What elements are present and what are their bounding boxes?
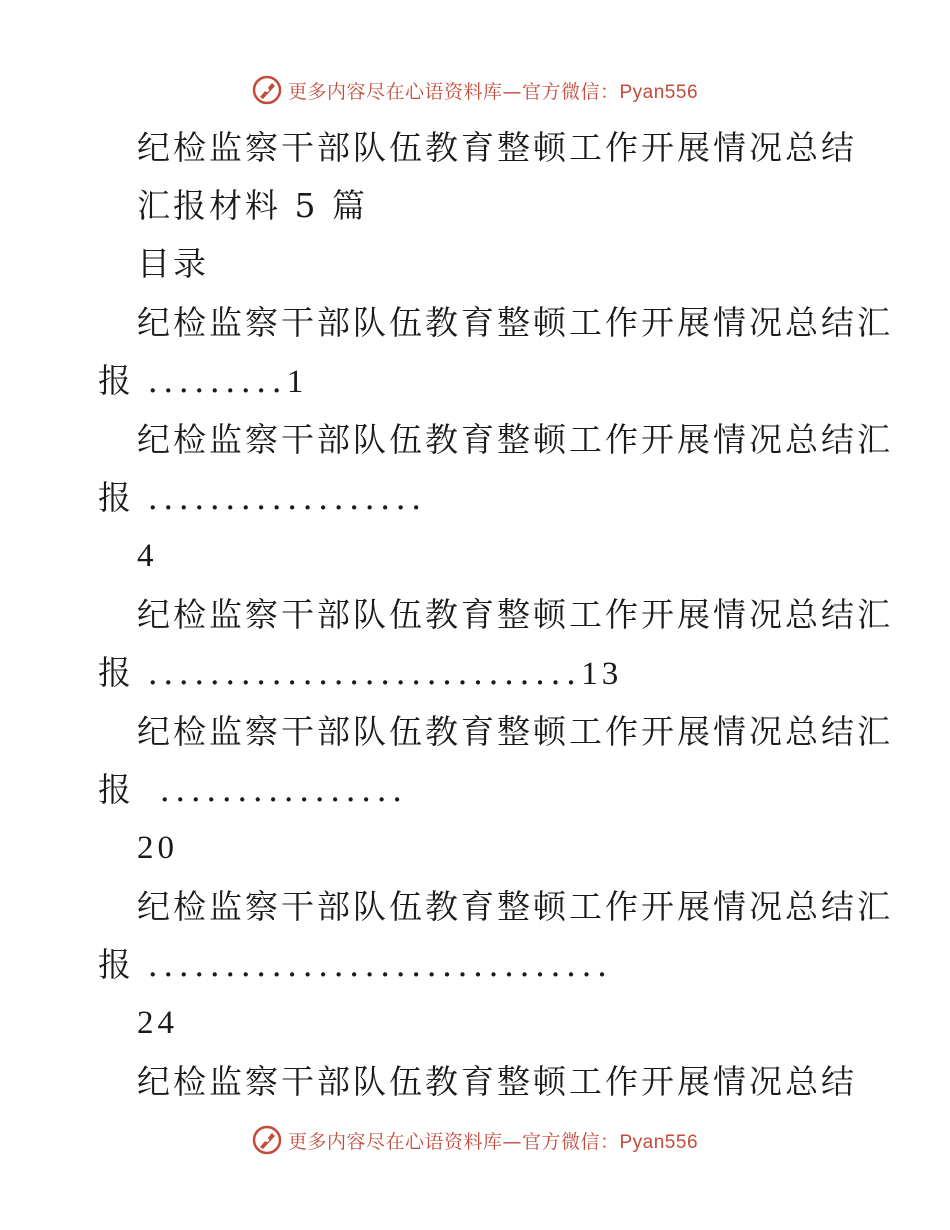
toc-entry-4-leader: ................ xyxy=(159,770,408,809)
toc-entry-5-title-cont: 报 xyxy=(98,945,134,984)
toc-entry-3-cont xyxy=(98,653,622,694)
toc-entry-5-leader: .............................. xyxy=(147,945,613,984)
toc-entry-4-title: 纪检监察干部队伍教育整顿工作开展情况总结汇 xyxy=(137,712,893,751)
toc-entry-5-title: 纪检监察干部队伍教育整顿工作开展情况总结汇 xyxy=(137,887,893,926)
toc-entry-3-leader: ............................ xyxy=(147,653,582,692)
doc-title-line-1: 纪检监察干部队伍教育整顿工作开展情况总结 xyxy=(137,128,857,167)
toc-entry-1-title-cont: 报 xyxy=(98,361,134,400)
doc-title-line-2: 汇报材料 5 篇 xyxy=(137,186,368,225)
toc-entry-2-leader: .................. xyxy=(147,478,427,517)
toc-entry-2-title-cont: 报 xyxy=(98,478,134,517)
toc-entry-3-page: 13 xyxy=(581,656,623,692)
watermark-wechat-id: Pyan556 xyxy=(619,81,699,103)
toc-entry-4-title-cont: 报 xyxy=(98,770,134,809)
toc-entry-5-page: 24 xyxy=(137,1005,178,1041)
body-text-line: 纪检监察干部队伍教育整顿工作开展情况总结 xyxy=(137,1062,857,1101)
watermark-banner-bottom xyxy=(0,1120,950,1160)
toc-entry-2-title: 纪检监察干部队伍教育整顿工作开展情况总结汇 xyxy=(137,420,893,459)
toc-entry-1-title: 纪检监察干部队伍教育整顿工作开展情况总结汇 xyxy=(137,303,893,342)
watermark-label: 更多内容尽在心语资料库—官方微信： xyxy=(287,80,620,103)
toc-entry-4-cont xyxy=(98,770,407,810)
watermark-banner-top xyxy=(0,70,950,110)
pen-logo-icon xyxy=(252,75,282,105)
watermark-text xyxy=(288,1127,698,1154)
watermark-label: 更多内容尽在心语资料库—官方微信： xyxy=(287,1130,620,1153)
toc-entry-1-leader: ......... xyxy=(147,361,287,400)
toc-entry-5-cont xyxy=(98,945,612,985)
toc-entry-1-cont xyxy=(98,361,307,402)
toc-entry-3-title-cont: 报 xyxy=(98,653,134,692)
pen-logo-icon xyxy=(252,1125,282,1155)
toc-entry-4-page: 20 xyxy=(137,830,178,866)
toc-entry-2-page: 4 xyxy=(137,538,158,574)
watermark-wechat-id: Pyan556 xyxy=(619,1131,699,1153)
toc-heading: 目录 xyxy=(137,244,209,283)
toc-entry-2-cont xyxy=(98,478,426,518)
toc-entry-1-page: 1 xyxy=(286,364,308,400)
toc-entry-3-title: 纪检监察干部队伍教育整顿工作开展情况总结汇 xyxy=(137,595,893,634)
watermark-text xyxy=(288,77,698,104)
